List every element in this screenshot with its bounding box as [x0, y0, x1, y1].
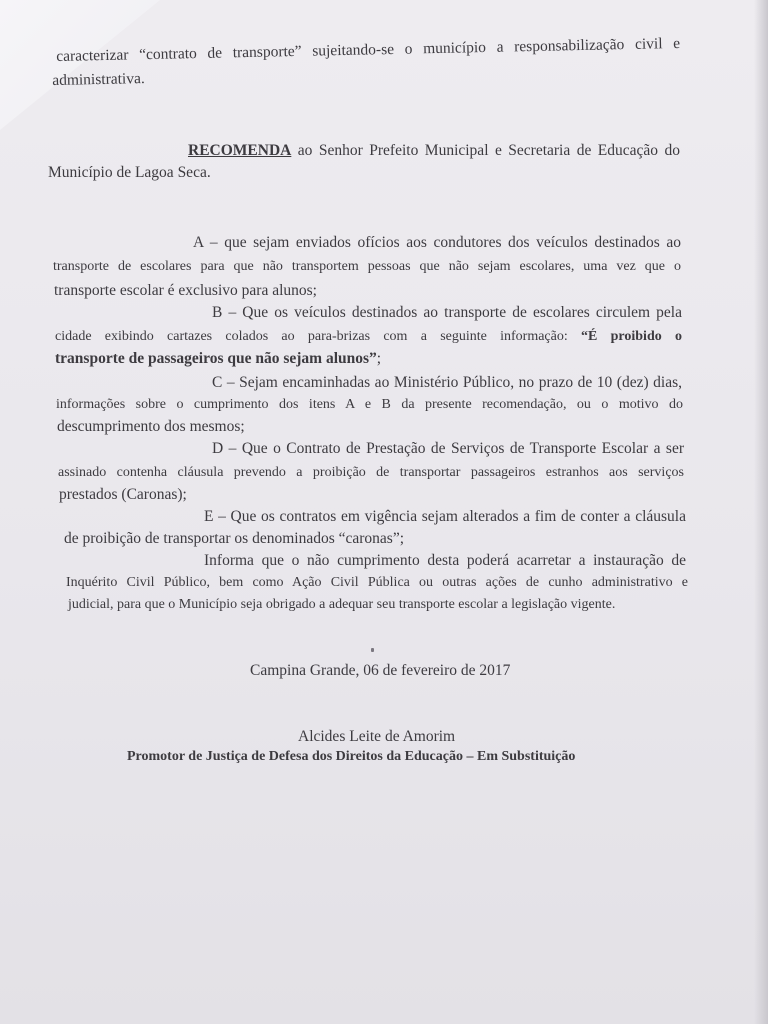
item-a-line-2: transporte de escolares para que não transportem pessoas que não sejam escolares, uma vez que o — [53, 259, 681, 274]
closing-line-3: judicial, para que o Município seja obrigado a adequar seu transporte escolar a legislação vigente. — [68, 597, 616, 612]
item-b-line-3 — [55, 348, 381, 370]
paragraph-intro-line-2: administrativa. — [52, 70, 145, 89]
item-d-line-1: D – Que o Contrato de Prestação de Serviços de Transporte Escolar a ser — [212, 440, 684, 457]
item-c-line-1: C – Sejam encaminhadas ao Ministério Público, no prazo de 10 (dez) dias, — [212, 374, 682, 391]
item-b-semicolon: ; — [376, 350, 382, 367]
item-e-line-1: E – Que os contratos em vigência sejam alterados a fim de conter a cláusula — [204, 508, 686, 525]
page-edge-shadow — [754, 0, 768, 1024]
signer-name: Alcides Leite de Amorim — [298, 728, 456, 745]
item-c-line-3: descumprimento dos mesmos; — [57, 418, 245, 435]
item-b-line-2 — [55, 326, 682, 348]
place-and-date: Campina Grande, 06 de fevereiro de 2017 — [250, 662, 511, 679]
recommendation-line-1 — [188, 140, 680, 162]
recommendation-line-2: Município de Lagoa Seca. — [48, 164, 211, 181]
item-d-line-3: prestados (Caronas); — [59, 486, 187, 503]
item-b-line-1: B – Que os veículos destinados ao transporte de escolares circulem pela — [212, 304, 682, 321]
item-a-line-3: transporte escolar é exclusivo para alunos; — [54, 282, 317, 299]
recommendation-text: ao Senhor Prefeito Municipal e Secretaria de Educação do — [291, 142, 680, 159]
item-b-quote-end: transporte de passageiros que não sejam alunos” — [55, 350, 377, 367]
closing-line-1: Informa que o não cumprimento desta poderá acarretar a instauração de — [204, 552, 686, 569]
item-b-quote-start: “É proibido o — [581, 329, 682, 344]
item-a-line-1: A – que sejam enviados ofícios aos condutores dos veículos destinados ao — [193, 234, 681, 251]
paragraph-intro-line-1: caracterizar “contrato de transporte” sujeitando-se o município a responsabilização civil e — [56, 34, 681, 65]
signer-title: Promotor de Justiça de Defesa dos Direitos da Educação – Em Substituição — [127, 749, 576, 764]
item-e-line-2: de proibição de transportar os denominados “caronas”; — [64, 530, 405, 547]
item-b-text: cidade exibindo cartazes colados ao para-brizas com a seguinte informação: — [55, 329, 582, 344]
item-d-line-2: assinado contenha cláusula prevendo a proibição de transportar passageiros estranhos aos serviços — [58, 465, 684, 480]
ink-speck — [371, 648, 374, 652]
recommendation-keyword: RECOMENDA — [188, 142, 292, 159]
item-c-line-2: informações sobre o cumprimento dos itens A e B da presente recomendação, ou o motivo do — [56, 397, 683, 412]
closing-line-2: Inquérito Civil Público, bem como Ação Civil Pública ou outras ações de cunho administrativo e — [66, 575, 688, 590]
